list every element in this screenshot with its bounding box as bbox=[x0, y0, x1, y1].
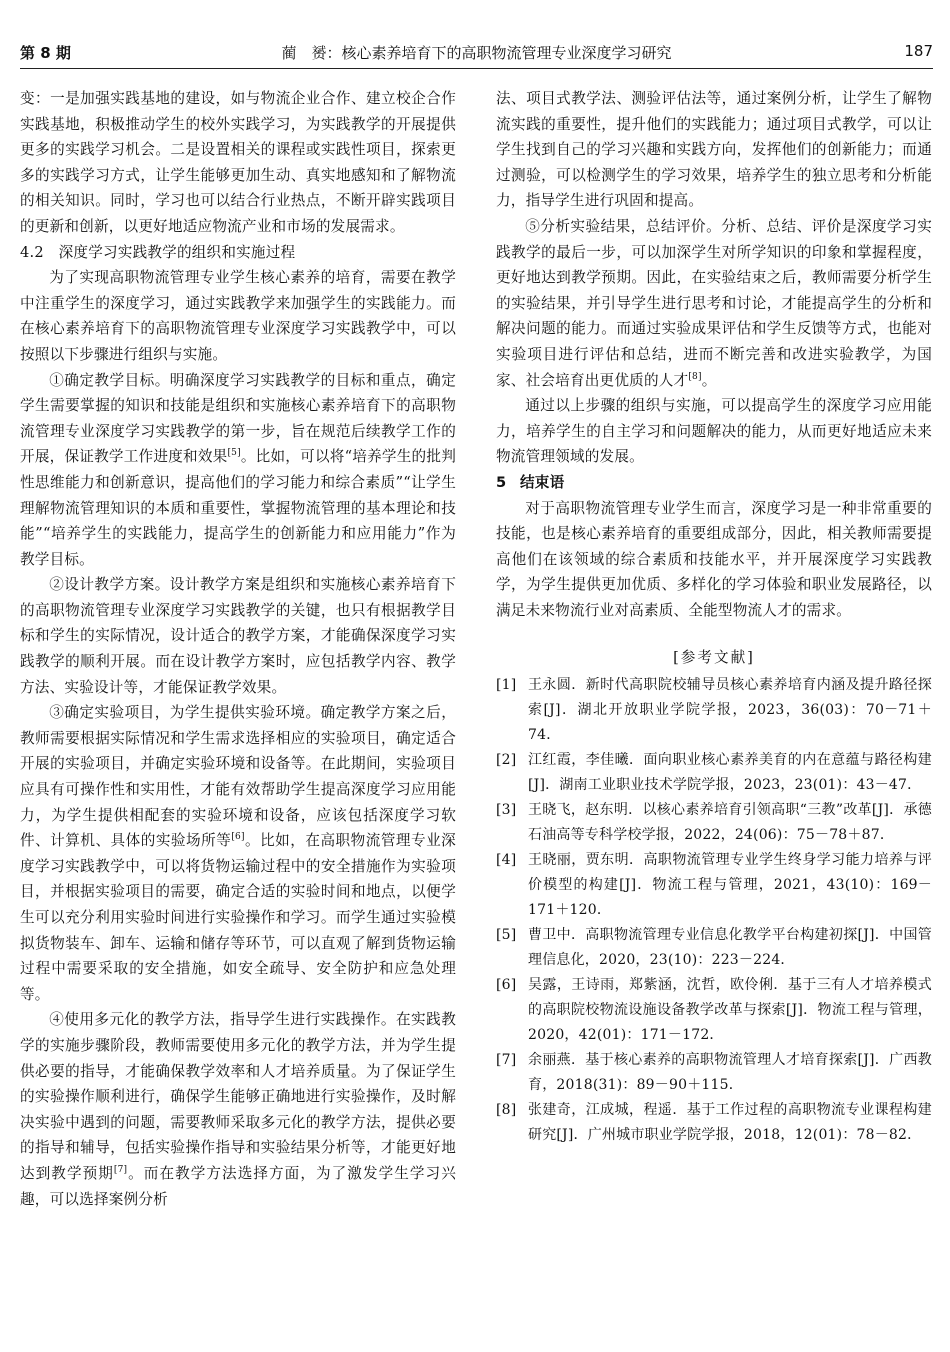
reference-number: [2] bbox=[496, 752, 517, 769]
citation-7: [7] bbox=[113, 1165, 128, 1176]
reference-number: [8] bbox=[496, 1102, 517, 1119]
paragraph-step-2: ②设计教学方案。设计教学方案是组织和实施核心素养培育下的高职物流管理专业深度学习实践教学的关键，也只有根据教学目标和学生的实际情况，设计适合的教学方案，才能确保深度学习实践教学的顺利开展。而在设计教学方案时，应包括教学内容、教学方法、实验设计等，才能保证教学效果。 bbox=[20, 576, 456, 696]
reference-text: 王晓飞，赵东明．以核心素养培育引领高职“三教”改革[J]．承德石油高等专科学校学报，2022，24(06)：75－78＋87． bbox=[528, 802, 932, 844]
reference-number: [5] bbox=[496, 927, 517, 944]
running-title: 蔺 赟：核心素养培育下的高职物流管理专业深度学习研究 bbox=[281, 44, 672, 62]
issue-number: 第 8 期 bbox=[20, 44, 71, 62]
reference-item bbox=[496, 1098, 932, 1148]
citation-6: [6] bbox=[231, 832, 245, 843]
paragraph-continued: 变：一是加强实践基地的建设，如与物流企业合作、建立校企合作实践基地，积极推动学生的校外实践学习，为实践教学的开展提供更多的实践学习机会。二是设置相关的课程或实践性项目，探索更多的实践学习方式，让学生能够更加生动、真实地感知和了解物流的相关知识。同时，学习也可以结合行业热点，不断开辟实践项目的更新和创新，以更好地适应物流产业和市场的发展需求。 bbox=[20, 90, 456, 235]
reference-number: [3] bbox=[496, 802, 517, 819]
citation-8: [8] bbox=[688, 371, 702, 382]
paragraph-summary: 通过以上步骤的组织与实施，可以提高学生的深度学习应用能力，培养学生的自主学习和问题解决的能力，从而更好地适应未来物流管理领域的发展。 bbox=[496, 397, 932, 466]
page-number: 187 bbox=[904, 42, 933, 60]
reference-text: 王永圆．新时代高职院校辅导员核心素养培育内涵及提升路径探索[J]．湖北开放职业学院学报，2023，36(03)：70－71＋74． bbox=[528, 677, 932, 744]
paragraph-step-4: ④使用多元化的教学方法，指导学生进行实践操作。在实践教学的实施步骤阶段，教师需要使用多元化的教学方法，并为学生提供必要的指导，才能确保教学效率和人才培养质量。为了保证学生的实验操作顺利进行，确保学生能够正确地进行实验操作，及时解决实验中遇到的问题，需要教师采取多元化的教学方法，提供必要的指导和辅导，包括实验操作指导和实验结果分析等，才能更好地达到教学预期[7]。而在教学方法选择方面，为了激发学生学习兴趣，可以选择案例分析 bbox=[20, 1011, 456, 1208]
reference-item bbox=[496, 973, 932, 1048]
reference-list bbox=[496, 673, 932, 1148]
reference-text: 王晓丽，贾东明．高职物流管理专业学生终身学习能力培养与评价模型的构建[J]．物流工程与管理，2021，43(10)：169－171＋120． bbox=[528, 852, 932, 919]
left-column bbox=[20, 86, 456, 1212]
reference-text: 张建奇，江成城，程遥．基于工作过程的高职物流专业课程构建研究[J]．广州城市职业学院学报，2018，12(01)：78－82． bbox=[528, 1102, 932, 1144]
reference-item bbox=[496, 1048, 932, 1098]
citation-5: [5] bbox=[227, 448, 241, 459]
reference-item bbox=[496, 798, 932, 848]
reference-text: 吴露，王诗雨，郑紫涵，沈哲，欧伶俐．基于三有人才培养模式的高职院校物流设施设备教学改革与探索[J]．物流工程与管理，2020，42(01)：171－172． bbox=[528, 977, 932, 1044]
paragraph-step-4-continued: 法、项目式教学法、测验评估法等，通过案例分析，让学生了解物流实践的重要性，提升他们的实践能力；通过项目式教学，可以让学生找到自己的学习兴趣和实践方向，发挥他们的创新能力；而通过测验，可以检测学生的学习效果，培养学生的独立思考和分析能力，指导学生进行巩固和提高。 bbox=[496, 90, 932, 210]
reference-text: 余丽燕．基于核心素养的高职物流管理人才培育探索[J]．广西教育，2018(31)：89－90＋115． bbox=[528, 1052, 932, 1094]
reference-item bbox=[496, 848, 932, 923]
reference-number: [6] bbox=[496, 977, 517, 994]
reference-text: 江红霞，李佳曦．面向职业核心素养美育的内在意蕴与路径构建[J]．湖南工业职业技术学院学报，2023，23(01)：43－47． bbox=[528, 752, 932, 794]
reference-item bbox=[496, 923, 932, 973]
section-heading-4-2: 4.2 深度学习实践教学的组织和实施过程 bbox=[20, 243, 296, 261]
reference-number: [7] bbox=[496, 1052, 517, 1069]
reference-item bbox=[496, 673, 932, 748]
reference-text: 曹卫中．高职物流管理专业信息化教学平台构建初探[J]．中国管理信息化，2020，23(10)：223－224． bbox=[528, 927, 932, 969]
paragraph-step-1: ①确定教学目标。明确深度学习实践教学的目标和重点，确定学生需要掌握的知识和技能是组织和实施核心素养培育下的高职物流管理专业深度学习实践教学的第一步，旨在规范后续教学工作的开展，保证教学工作进度和效果[5]。比如，可以将“培养学生的批判性思维能力和创新意识，提高他们的学习能力和综合素质”“让学生理解物流管理知识的本质和重要性，掌握物流管理的基本理论和技能”“培养学生的实践能力，提高学生的创新能力和应用能力”作为教学目标。 bbox=[20, 371, 456, 568]
paragraph-conclusion: 对于高职物流管理专业学生而言，深度学习是一种非常重要的技能，也是核心素养培育的重要组成部分，因此，相关教师需要提高他们在该领域的综合素质和技能水平，并开展深度学习实践教学，为学生提供更加优质、多样化的学习体验和职业发展路径，以满足未来物流行业对高素质、全能型物流人才的需求。 bbox=[496, 499, 932, 619]
references-title: [参考文献] bbox=[673, 649, 755, 667]
section-heading-5: 5 结束语 bbox=[496, 473, 565, 491]
right-column bbox=[496, 86, 932, 1148]
page-header bbox=[20, 42, 933, 64]
paragraph-step-3: ③确定实验项目，为学生提供实验环境。确定教学方案之后，教师需要根据实际情况和学生需求选择相应的实验项目，确定适合开展的实验项目，并确定实验环境和设备等。在此期间，实验项目应具有可操作性和实用性，才能有效帮助学生提高深度学习应用能力，为学生提供相配套的实验环境和设备，应该包括深度学习软件、计算机、具体的实验场所等[6]。比如，在高职物流管理专业深度学习实践教学中，可以将货物运输过程中的安全措施作为实验项目，并根据实验项目的需要，确定合适的实验时间和地点，以便学生可以充分利用实验时间进行实验操作和学习。而学生通过实验模拟货物装车、卸车、运输和储存等环节，可以直观了解到货物运输过程中需要采取的安全措施，如安全疏导、安全防护和应急处理等。 bbox=[20, 704, 456, 1003]
reference-number: [1] bbox=[496, 677, 517, 694]
reference-item bbox=[496, 748, 932, 798]
header-rule bbox=[20, 68, 933, 69]
reference-number: [4] bbox=[496, 852, 517, 869]
paragraph-intro: 为了实现高职物流管理专业学生核心素养的培育，需要在教学中注重学生的深度学习，通过实践教学来加强学生的实践能力。而在核心素养培育下的高职物流管理专业深度学习实践教学中，可以按照以下步骤进行组织与实施。 bbox=[20, 269, 456, 363]
paragraph-step-5: ⑤分析实验结果，总结评价。分析、总结、评价是深度学习实践教学的最后一步，可以加深学生对所学知识的印象和掌握程度，更好地达到教学预期。因此，在实验结束之后，教师需要分析学生的实验结果，并引导学生进行思考和讨论，才能提高学生的分析和解决问题的能力。而通过实验成果评估和学生反馈等方式，也能对实验项目进行评估和总结，进而不断完善和改进实验教学，为国家、社会培育出更优质的人才[8]。 bbox=[496, 217, 932, 389]
